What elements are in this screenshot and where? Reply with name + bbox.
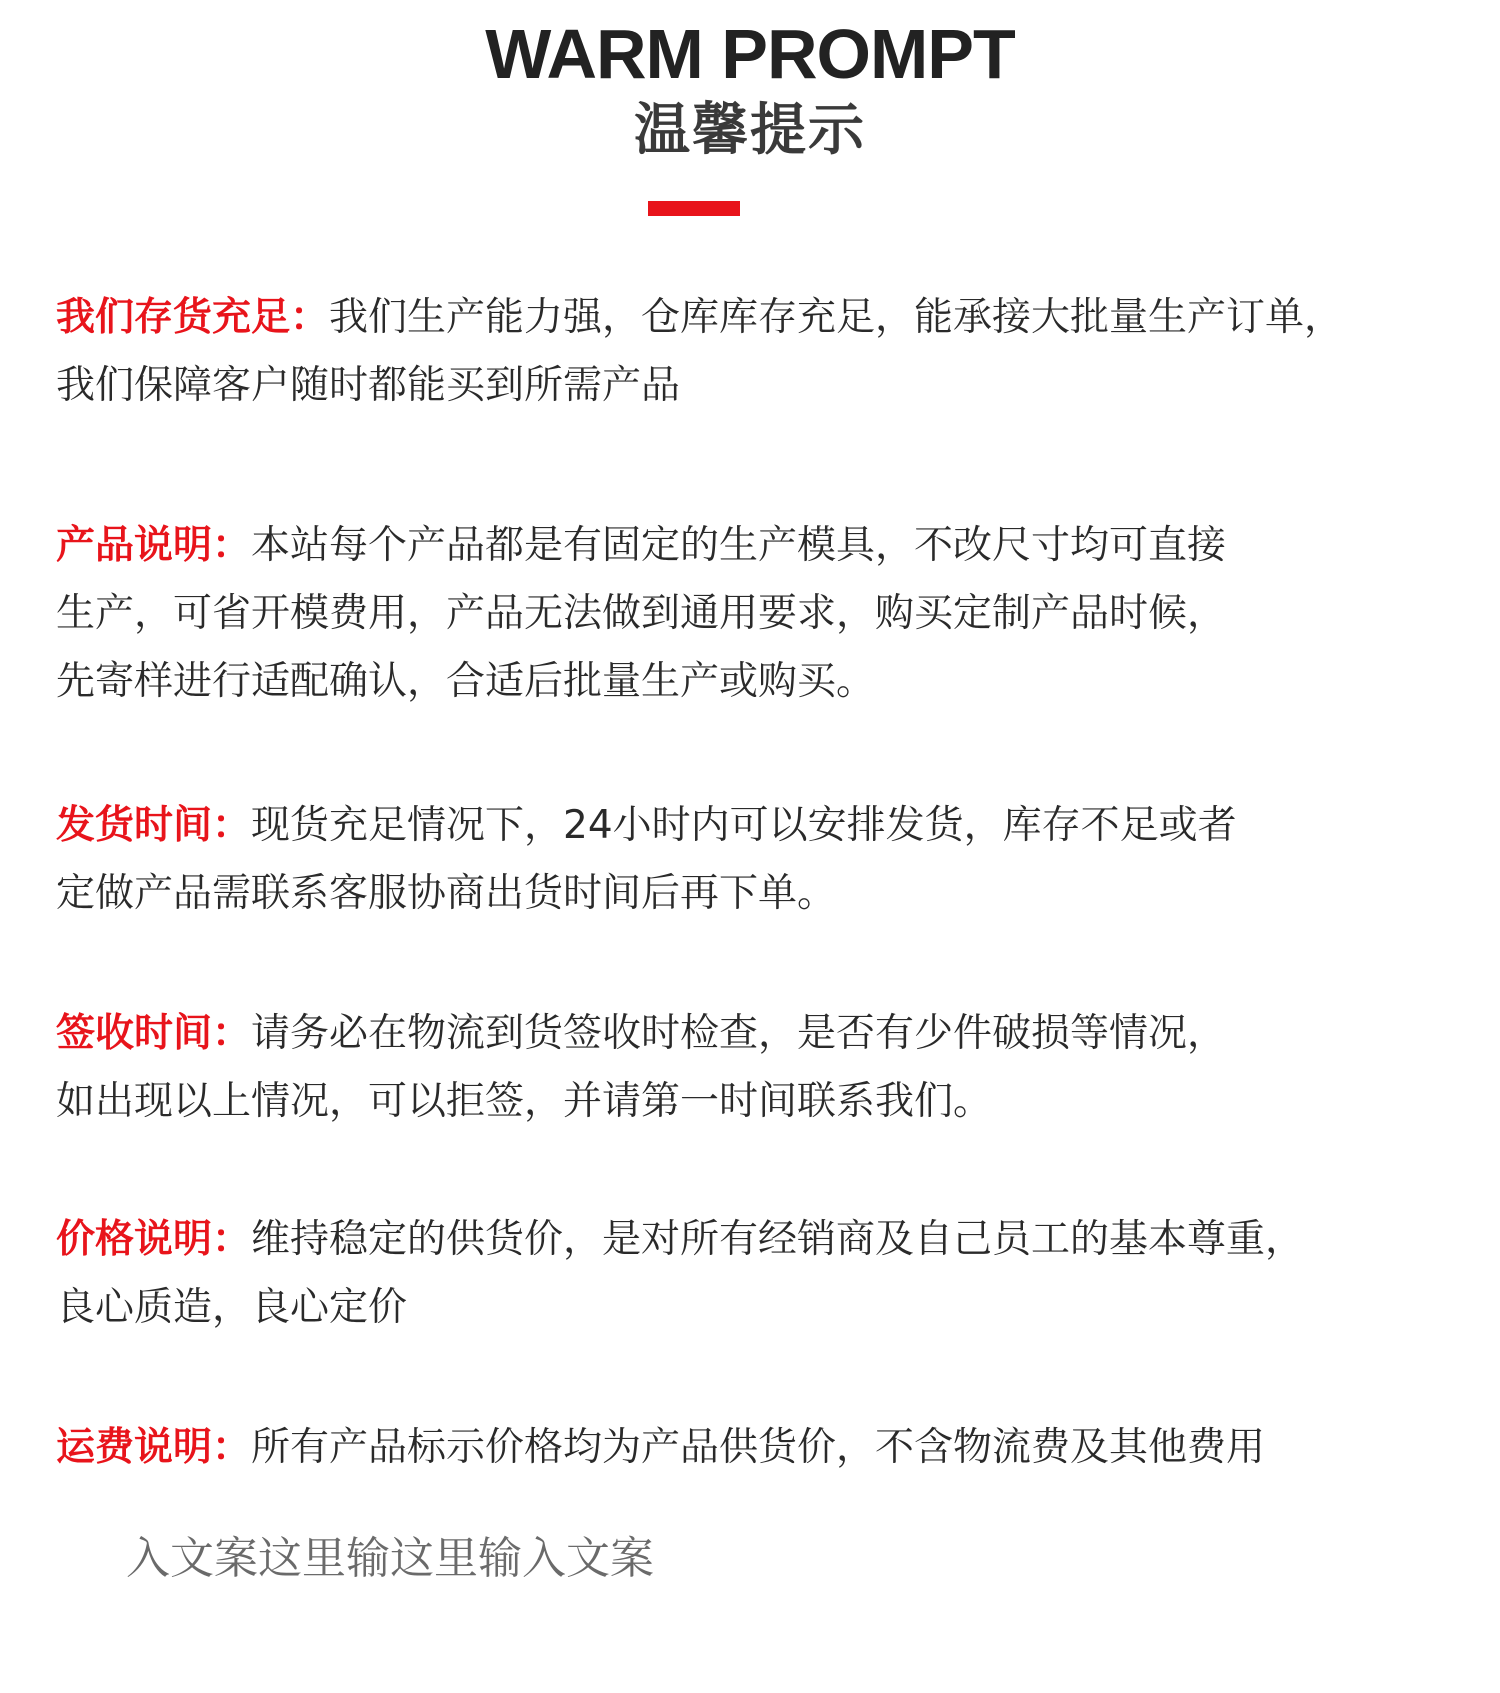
section-line [56,284,1456,352]
section-receipt-time [56,1000,1456,1136]
section-line [56,1414,1456,1482]
title-chinese: 温馨提示 [634,98,866,163]
section-line: 良心质造，良心定价 [56,1285,408,1330]
section-stock [56,284,1456,420]
section-label: 我们存货充足： [56,295,330,340]
section-label: 价格说明： [56,1217,252,1262]
section-text: 请务必在物流到货签收时检查，是否有少件破损等情况， [251,1011,1227,1056]
section-shipping-time [56,792,1456,928]
section-line: 如出现以上情况，可以拒签，并请第一时间联系我们。 [56,1079,993,1124]
section-line [56,1206,1456,1274]
section-price-info [56,1206,1456,1342]
section-product-info [56,512,1456,716]
title-english: WARM PROMPT [485,15,1015,93]
section-text: 所有产品标示价格均为产品供货价，不含物流费及其他费用 [251,1425,1266,1470]
section-label: 产品说明： [56,523,252,568]
placeholder-text: 入文案这里输这里输入文案 [126,1533,654,1584]
section-line [56,792,1456,860]
section-line: 先寄样进行适配确认，合适后批量生产或购买。 [56,659,876,704]
title-accent-bar [648,201,740,216]
section-line: 我们保障客户随时都能买到所需产品 [56,363,681,408]
section-line [56,512,1456,580]
section-line [56,1000,1456,1068]
section-text: 现货充足情况下，24小时内可以安排发货，库存不足或者 [251,803,1237,848]
section-text: 我们生产能力强，仓库库存充足，能承接大批量生产订单， [329,295,1344,340]
section-text: 维持稳定的供货价，是对所有经销商及自己员工的基本尊重， [251,1217,1305,1262]
section-line: 生产，可省开模费用，产品无法做到通用要求，购买定制产品时候， [56,591,1227,636]
section-label: 运费说明： [56,1425,252,1470]
section-text: 本站每个产品都是有固定的生产模具，不改尺寸均可直接 [251,523,1227,568]
section-line: 定做产品需联系客服协商出货时间后再下单。 [56,871,837,916]
section-label: 签收时间： [56,1011,252,1056]
section-freight-info [56,1414,1456,1482]
section-label: 发货时间： [56,803,252,848]
